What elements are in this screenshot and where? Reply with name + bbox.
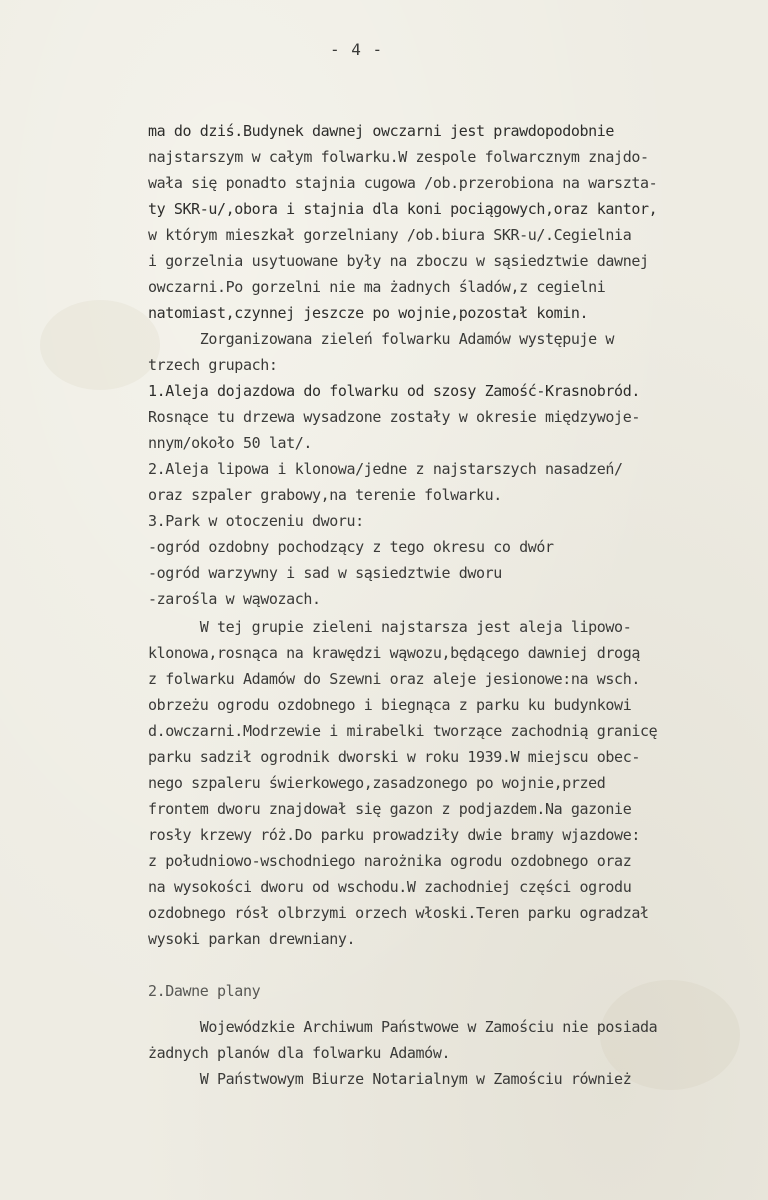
text-line: najstarszym w całym folwarku.W zespole folwarcznym znajdo-	[148, 148, 649, 166]
section-heading: 2.Dawne plany	[148, 982, 261, 1000]
text-line: frontem dworu znajdował się gazon z podjazdem.Na gazonie	[148, 800, 632, 818]
list-item: -ogród ozdobny pochodzący z tego okresu co dwór	[148, 538, 554, 556]
text-line: żadnych planów dla folwarku Adamów.	[148, 1044, 451, 1062]
text-line: oraz szpaler grabowy,na terenie folwarku.	[148, 486, 502, 504]
text-line: z południowo-wschodniego narożnika ogrodu ozdobnego oraz	[148, 852, 632, 870]
list-item: 1.Aleja dojazdowa do folwarku od szosy Zamość-Krasnobród.	[148, 382, 640, 400]
page-number: - 4 -	[330, 40, 384, 59]
text-line: natomiast,czynnej jeszcze po wojnie,pozostał komin.	[148, 304, 589, 322]
text-line: owczarni.Po gorzelni nie ma żadnych śladów,z cegielni	[148, 278, 606, 296]
text-line: klonowa,rosnąca na krawędzi wąwozu,będącego dawniej drogą	[148, 644, 640, 662]
text-line: Rosnące tu drzewa wysadzone zostały w okresie międzywoje-	[148, 408, 640, 426]
text-line: W Państwowym Biurze Notarialnym w Zamościu również	[148, 1070, 632, 1088]
text-line: trzech grupach:	[148, 356, 278, 374]
paper-stain	[40, 300, 160, 390]
text-line: ty SKR-u/,obora i stajnia dla koni pociągowych,oraz kantor,	[148, 200, 658, 218]
text-line: W tej grupie zieleni najstarsza jest aleja lipowo-	[148, 618, 632, 636]
text-line: na wysokości dworu od wschodu.W zachodniej części ogrodu	[148, 878, 632, 896]
text-line: w którym mieszkał gorzelniany /ob.biura SKR-u/.Cegielnia	[148, 226, 632, 244]
text-line: ma do dziś.Budynek dawnej owczarni jest prawdopodobnie	[148, 122, 615, 140]
text-line: ozdobnego rósł olbrzymi orzech włoski.Teren parku ogradzał	[148, 904, 649, 922]
text-line: nnym/około 50 lat/.	[148, 434, 312, 452]
text-line: wała się ponadto stajnia cugowa /ob.przerobiona na warszta-	[148, 174, 658, 192]
text-line: obrzeżu ogrodu ozdobnego i biegnąca z parku ku budynkowi	[148, 696, 632, 714]
list-item: 2.Aleja lipowa i klonowa/jedne z najstarszych nasadzeń/	[148, 460, 623, 478]
text-line: nego szpaleru świerkowego,zasadzonego po wojnie,przed	[148, 774, 606, 792]
text-line: d.owczarni.Modrzewie i mirabelki tworzące zachodnią granicę	[148, 722, 658, 740]
list-item: -zarośla w wąwozach.	[148, 590, 321, 608]
list-item: 3.Park w otoczeniu dworu:	[148, 512, 364, 530]
text-line: i gorzelnia usytuowane były na zboczu w sąsiedztwie dawnej	[148, 252, 649, 270]
text-line: rosły krzewy róż.Do parku prowadziły dwie bramy wjazdowe:	[148, 826, 640, 844]
text-line: wysoki parkan drewniany.	[148, 930, 356, 948]
list-item: -ogród warzywny i sad w sąsiedztwie dworu	[148, 564, 502, 582]
text-line: z folwarku Adamów do Szewni oraz aleje jesionowe:na wsch.	[148, 670, 640, 688]
text-line: parku sadził ogrodnik dworski w roku 1939.W miejscu obec-	[148, 748, 640, 766]
text-line: Zorganizowana zieleń folwarku Adamów występuje w	[148, 330, 615, 348]
text-line: Wojewódzkie Archiwum Państwowe w Zamościu nie posiada	[148, 1018, 658, 1036]
